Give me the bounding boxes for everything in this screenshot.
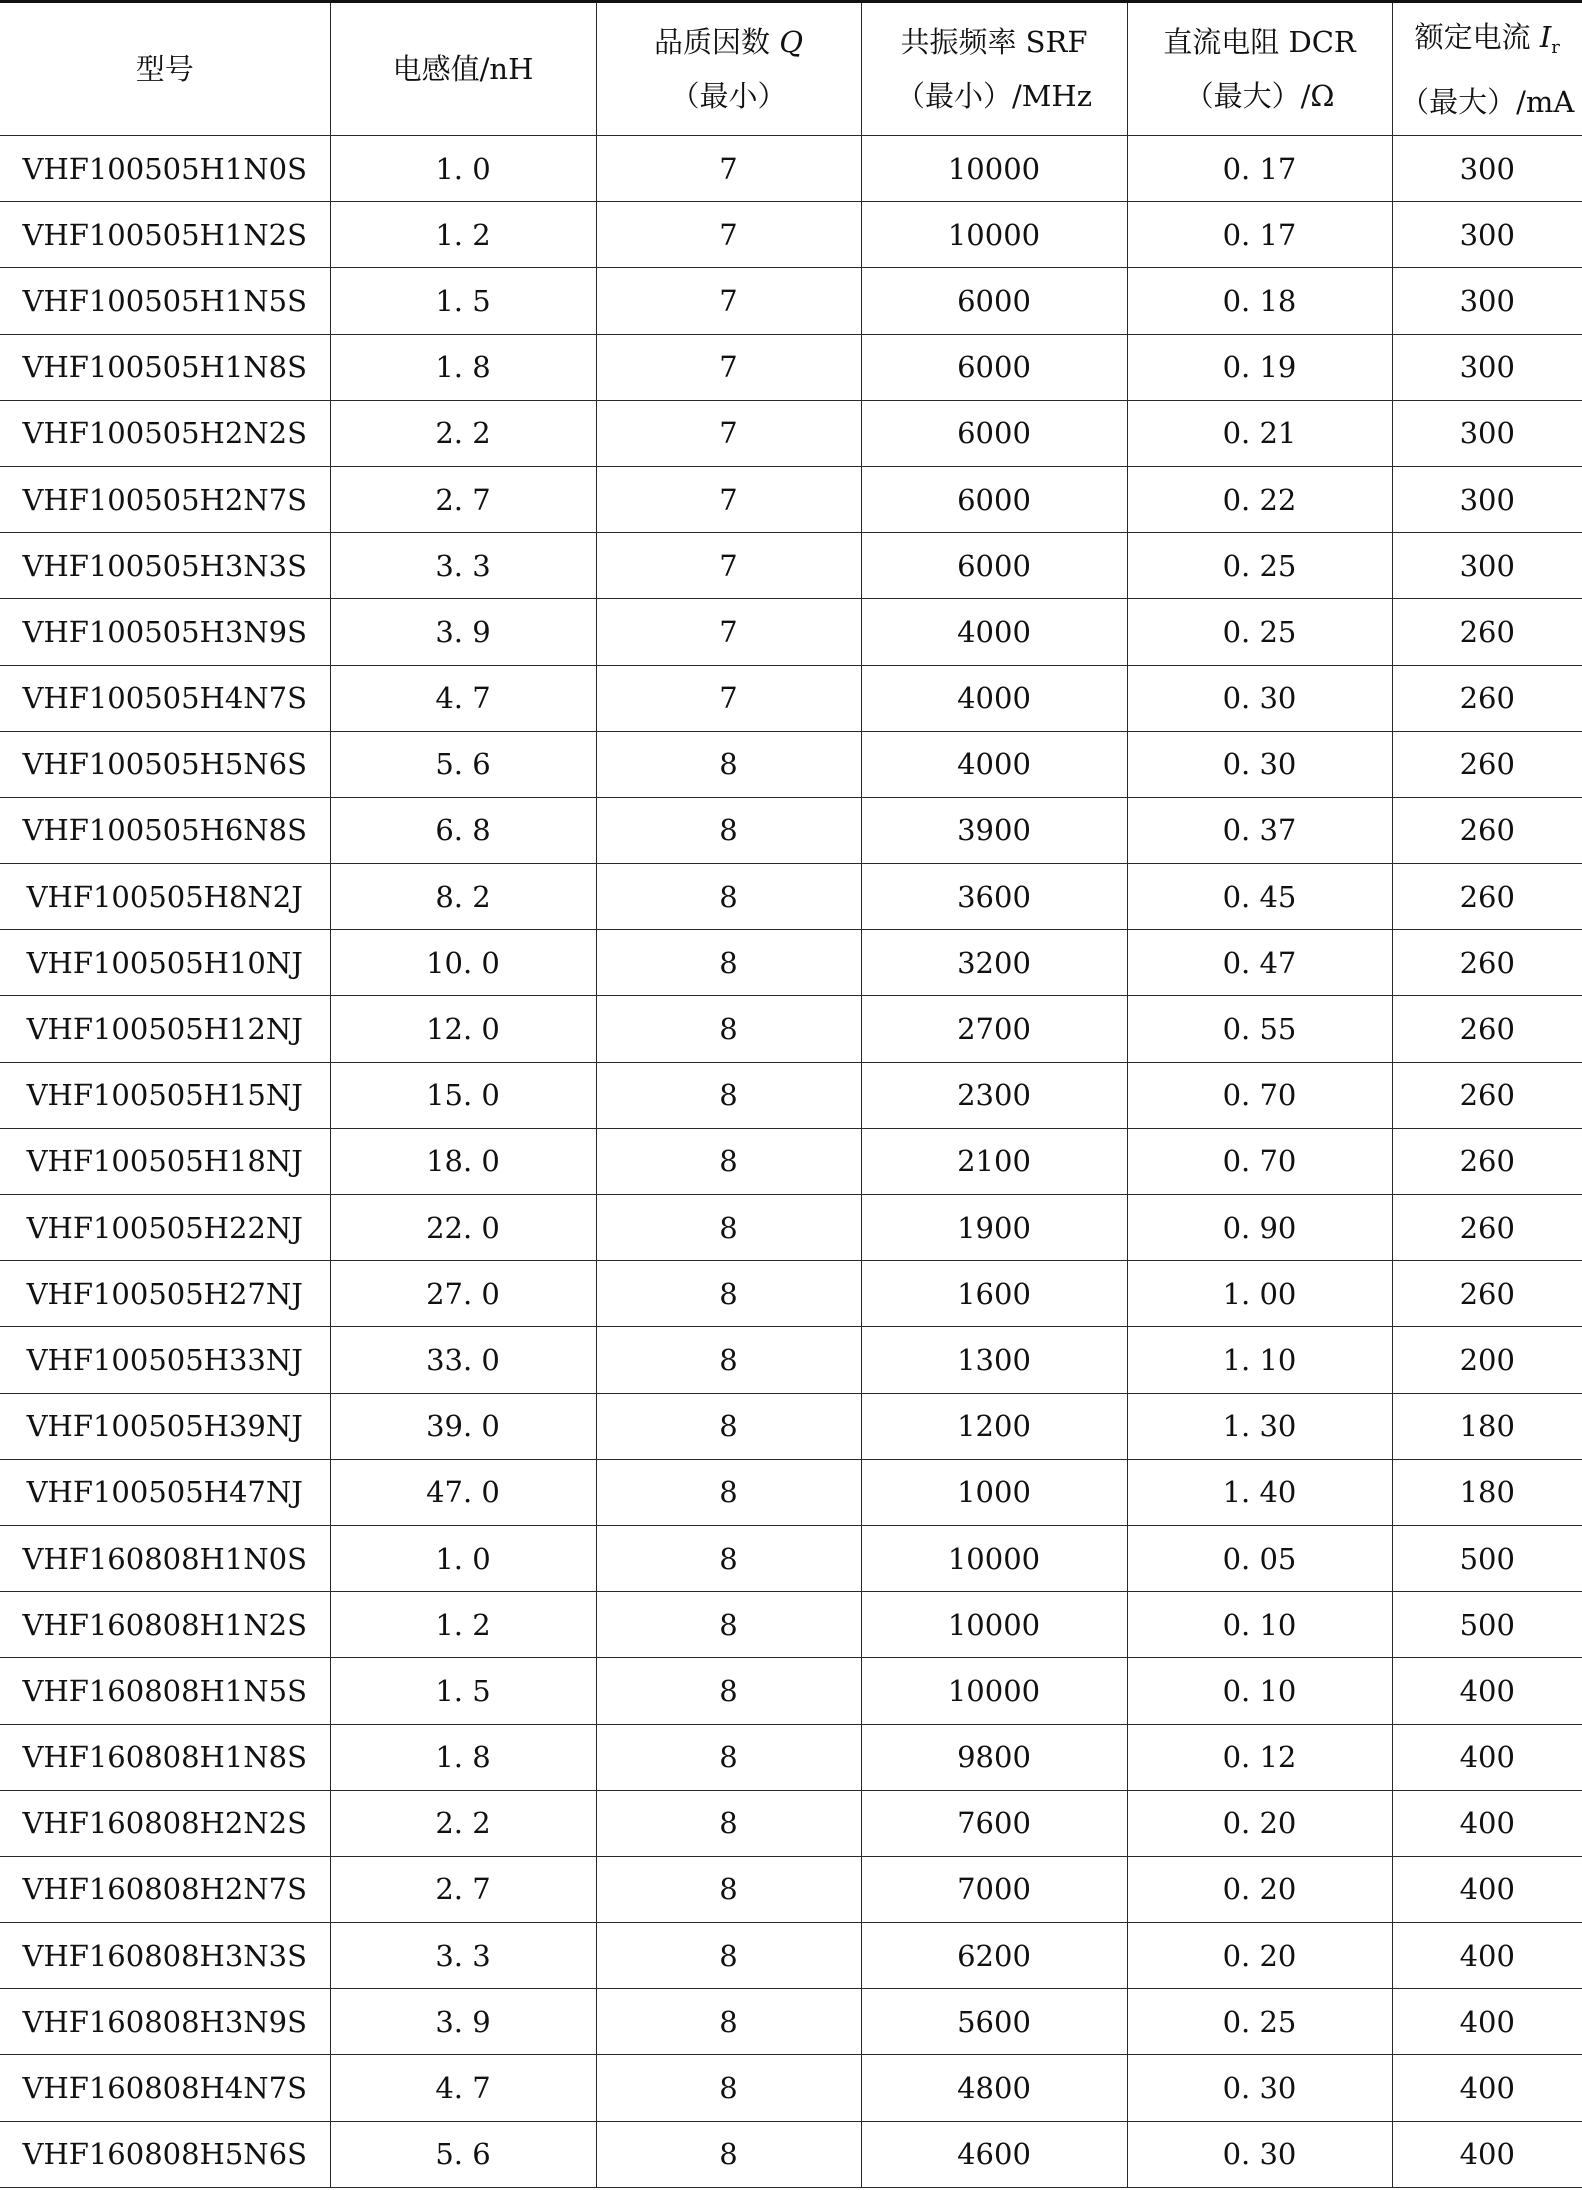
cell-dcr-max: 0. 05 [1127,1525,1392,1591]
cell-dcr-max: 0. 18 [1127,268,1392,334]
table-row [0,1261,1582,1327]
cell-dcr-max: 0. 22 [1127,466,1392,532]
header-model [0,2,330,136]
cell-inductance: 2. 2 [330,1790,596,1856]
table-row [0,1195,1582,1261]
cell-rated-current-max: 260 [1392,930,1582,996]
cell-rated-current-max: 300 [1392,202,1582,268]
header-model-label: 型号 [135,52,194,86]
cell-rated-current-max: 500 [1392,1525,1582,1591]
cell-dcr-max: 0. 17 [1127,202,1392,268]
cell-inductance: 5. 6 [330,731,596,797]
cell-srf-min: 3600 [861,864,1127,930]
cell-srf-min: 1900 [861,1195,1127,1261]
cell-q-min: 8 [596,1327,861,1393]
table-row [0,1327,1582,1393]
header-srf-line2: （最小）/MHz [895,79,1093,113]
cell-model: VHF100505H15NJ [0,1062,330,1128]
cell-model: VHF100505H1N0S [0,136,330,202]
table-row [0,1062,1582,1128]
cell-rated-current-max: 200 [1392,1327,1582,1393]
cell-srf-min: 6200 [861,1923,1127,1989]
cell-model: VHF160808H4N7S [0,2055,330,2121]
cell-rated-current-max: 260 [1392,731,1582,797]
cell-inductance: 47. 0 [330,1459,596,1525]
cell-rated-current-max: 400 [1392,1724,1582,1790]
table-row [0,1393,1582,1459]
cell-srf-min: 7000 [861,1856,1127,1922]
cell-rated-current-max: 260 [1392,1062,1582,1128]
cell-q-min: 8 [596,1724,861,1790]
cell-q-min: 8 [596,930,861,996]
cell-model: VHF100505H4N7S [0,665,330,731]
cell-srf-min: 6000 [861,466,1127,532]
cell-dcr-max: 0. 30 [1127,2055,1392,2121]
cell-model: VHF160808H2N2S [0,1790,330,1856]
cell-q-min: 8 [596,1592,861,1658]
cell-inductance: 2. 7 [330,1856,596,1922]
cell-model: VHF100505H22NJ [0,1195,330,1261]
table-row [0,1525,1582,1591]
cell-model: VHF100505H39NJ [0,1393,330,1459]
table-body [0,136,1582,2188]
cell-srf-min: 1200 [861,1393,1127,1459]
cell-rated-current-max: 400 [1392,1658,1582,1724]
cell-srf-min: 4800 [861,2055,1127,2121]
cell-q-min: 8 [596,1128,861,1194]
cell-rated-current-max: 300 [1392,268,1582,334]
header-rated-current-text: 额定电流 [1414,19,1540,54]
cell-inductance: 39. 0 [330,1393,596,1459]
table-row [0,1128,1582,1194]
cell-srf-min: 7600 [861,1790,1127,1856]
cell-inductance: 22. 0 [330,1195,596,1261]
cell-srf-min: 10000 [861,1592,1127,1658]
cell-dcr-max: 1. 30 [1127,1393,1392,1459]
cell-q-min: 7 [596,466,861,532]
table-row [0,400,1582,466]
cell-srf-min: 4000 [861,665,1127,731]
cell-rated-current-max: 260 [1392,996,1582,1062]
cell-inductance: 3. 9 [330,1989,596,2055]
cell-srf-min: 4000 [861,599,1127,665]
header-dcr-line2: （最大）/Ω [1184,79,1335,113]
table-row [0,996,1582,1062]
cell-srf-min: 3200 [861,930,1127,996]
table-row [0,1459,1582,1525]
cell-inductance: 1. 5 [330,268,596,334]
cell-rated-current-max: 400 [1392,1856,1582,1922]
cell-q-min: 8 [596,1393,861,1459]
table-row [0,202,1582,268]
cell-srf-min: 10000 [861,1658,1127,1724]
cell-dcr-max: 0. 20 [1127,1790,1392,1856]
table-row [0,136,1582,202]
cell-dcr-max: 0. 30 [1127,731,1392,797]
cell-rated-current-max: 300 [1392,466,1582,532]
cell-inductance: 27. 0 [330,1261,596,1327]
cell-dcr-max: 0. 30 [1127,2121,1392,2187]
cell-srf-min: 3900 [861,797,1127,863]
cell-model: VHF100505H1N5S [0,268,330,334]
header-rated-current [1392,2,1582,136]
cell-dcr-max: 0. 10 [1127,1658,1392,1724]
cell-q-min: 8 [596,1856,861,1922]
cell-rated-current-max: 300 [1392,400,1582,466]
cell-inductance: 1. 2 [330,202,596,268]
cell-dcr-max: 0. 20 [1127,1923,1392,1989]
cell-rated-current-max: 260 [1392,665,1582,731]
cell-srf-min: 1600 [861,1261,1127,1327]
cell-inductance: 1. 5 [330,1658,596,1724]
table-row [0,864,1582,930]
cell-dcr-max: 0. 10 [1127,1592,1392,1658]
cell-dcr-max: 0. 70 [1127,1128,1392,1194]
cell-model: VHF100505H47NJ [0,1459,330,1525]
cell-model: VHF100505H8N2J [0,864,330,930]
cell-model: VHF160808H1N2S [0,1592,330,1658]
cell-srf-min: 6000 [861,334,1127,400]
cell-q-min: 8 [596,996,861,1062]
cell-srf-min: 6000 [861,400,1127,466]
cell-rated-current-max: 400 [1392,1790,1582,1856]
cell-rated-current-max: 260 [1392,1261,1582,1327]
cell-inductance: 1. 0 [330,1525,596,1591]
table-row [0,2121,1582,2187]
cell-q-min: 8 [596,731,861,797]
cell-q-min: 8 [596,797,861,863]
cell-model: VHF100505H1N2S [0,202,330,268]
table-row [0,334,1582,400]
cell-rated-current-max: 260 [1392,864,1582,930]
table-row [0,599,1582,665]
cell-q-min: 8 [596,1062,861,1128]
header-quality-factor-text: 品质因数 [654,25,780,59]
cell-inductance: 5. 6 [330,2121,596,2187]
cell-dcr-max: 0. 55 [1127,996,1392,1062]
cell-srf-min: 2100 [861,1128,1127,1194]
cell-dcr-max: 0. 37 [1127,797,1392,863]
cell-q-min: 7 [596,599,861,665]
cell-rated-current-max: 500 [1392,1592,1582,1658]
cell-q-min: 7 [596,665,861,731]
cell-inductance: 1. 8 [330,334,596,400]
header-row [0,2,1582,136]
cell-inductance: 33. 0 [330,1327,596,1393]
cell-srf-min: 6000 [861,533,1127,599]
cell-inductance: 1. 0 [330,136,596,202]
cell-model: VHF100505H5N6S [0,731,330,797]
cell-inductance: 3. 9 [330,599,596,665]
cell-model: VHF160808H1N8S [0,1724,330,1790]
cell-dcr-max: 0. 47 [1127,930,1392,996]
cell-srf-min: 4600 [861,2121,1127,2187]
cell-srf-min: 9800 [861,1724,1127,1790]
cell-q-min: 8 [596,1989,861,2055]
table-row [0,1790,1582,1856]
header-quality-factor [596,2,861,136]
cell-q-min: 7 [596,268,861,334]
table-row [0,1592,1582,1658]
header-rated-current-symbol: I [1539,19,1552,54]
cell-q-min: 8 [596,864,861,930]
cell-q-min: 7 [596,202,861,268]
cell-dcr-max: 0. 17 [1127,136,1392,202]
cell-dcr-max: 0. 25 [1127,1989,1392,2055]
cell-srf-min: 1300 [861,1327,1127,1393]
cell-inductance: 4. 7 [330,665,596,731]
cell-dcr-max: 0. 25 [1127,599,1392,665]
cell-q-min: 8 [596,1790,861,1856]
cell-model: VHF100505H2N2S [0,400,330,466]
cell-model: VHF100505H33NJ [0,1327,330,1393]
cell-dcr-max: 0. 12 [1127,1724,1392,1790]
cell-q-min: 8 [596,1195,861,1261]
cell-srf-min: 10000 [861,202,1127,268]
cell-rated-current-max: 260 [1392,599,1582,665]
cell-q-min: 8 [596,2121,861,2187]
cell-model: VHF160808H3N3S [0,1923,330,1989]
table-row [0,466,1582,532]
cell-inductance: 10. 0 [330,930,596,996]
cell-q-min: 8 [596,1658,861,1724]
table-row [0,1658,1582,1724]
header-quality-factor-line2: （最小） [670,79,787,113]
cell-srf-min: 10000 [861,136,1127,202]
header-quality-factor-line1 [597,15,861,69]
cell-srf-min: 1000 [861,1459,1127,1525]
cell-dcr-max: 1. 00 [1127,1261,1392,1327]
cell-q-min: 8 [596,1459,861,1525]
cell-q-min: 8 [596,2055,861,2121]
cell-model: VHF100505H27NJ [0,1261,330,1327]
cell-inductance: 18. 0 [330,1128,596,1194]
cell-dcr-max: 1. 40 [1127,1459,1392,1525]
cell-dcr-max: 0. 21 [1127,400,1392,466]
cell-model: VHF160808H1N0S [0,1525,330,1591]
cell-model: VHF100505H1N8S [0,334,330,400]
cell-dcr-max: 0. 90 [1127,1195,1392,1261]
cell-model: VHF100505H10NJ [0,930,330,996]
table-row [0,533,1582,599]
table-row [0,1724,1582,1790]
cell-dcr-max: 1. 10 [1127,1327,1392,1393]
cell-dcr-max: 0. 25 [1127,533,1392,599]
cell-srf-min: 4000 [861,731,1127,797]
cell-model: VHF100505H6N8S [0,797,330,863]
cell-q-min: 8 [596,1525,861,1591]
header-dcr-line1: 直流电阻 DCR [1163,25,1356,59]
cell-srf-min: 2300 [861,1062,1127,1128]
header-srf [861,2,1127,136]
cell-srf-min: 10000 [861,1525,1127,1591]
cell-inductance: 3. 3 [330,1923,596,1989]
cell-q-min: 8 [596,1261,861,1327]
cell-inductance: 4. 7 [330,2055,596,2121]
table-header [0,2,1582,136]
cell-srf-min: 2700 [861,996,1127,1062]
cell-q-min: 7 [596,533,861,599]
cell-model: VHF160808H3N9S [0,1989,330,2055]
cell-model: VHF100505H3N9S [0,599,330,665]
table-row [0,665,1582,731]
header-rated-current-subscript: r [1551,36,1560,58]
cell-inductance: 2. 7 [330,466,596,532]
table-row [0,2055,1582,2121]
cell-q-min: 7 [596,400,861,466]
cell-q-min: 7 [596,334,861,400]
cell-rated-current-max: 300 [1392,533,1582,599]
cell-rated-current-max: 300 [1392,334,1582,400]
cell-rated-current-max: 180 [1392,1393,1582,1459]
cell-rated-current-max: 400 [1392,1989,1582,2055]
cell-rated-current-max: 300 [1392,136,1582,202]
header-inductance-label: 电感值/nH [392,52,534,86]
cell-rated-current-max: 260 [1392,1195,1582,1261]
table-row [0,268,1582,334]
cell-rated-current-max: 400 [1392,2055,1582,2121]
cell-inductance: 6. 8 [330,797,596,863]
cell-model: VHF100505H2N7S [0,466,330,532]
cell-dcr-max: 0. 19 [1127,334,1392,400]
table-row [0,930,1582,996]
cell-rated-current-max: 400 [1392,2121,1582,2187]
cell-dcr-max: 0. 45 [1127,864,1392,930]
table-row [0,797,1582,863]
cell-model: VHF100505H3N3S [0,533,330,599]
cell-inductance: 3. 3 [330,533,596,599]
cell-model: VHF160808H5N6S [0,2121,330,2187]
cell-dcr-max: 0. 70 [1127,1062,1392,1128]
cell-model: VHF160808H1N5S [0,1658,330,1724]
cell-dcr-max: 0. 30 [1127,665,1392,731]
cell-inductance: 1. 2 [330,1592,596,1658]
header-srf-line1: 共振频率 SRF [900,25,1088,59]
header-dcr [1127,2,1392,136]
cell-inductance: 15. 0 [330,1062,596,1128]
table-row [0,731,1582,797]
cell-rated-current-max: 260 [1392,797,1582,863]
cell-model: VHF100505H18NJ [0,1128,330,1194]
cell-q-min: 8 [596,1923,861,1989]
header-rated-current-line2: （最大）/mA [1400,84,1575,119]
cell-model: VHF160808H2N7S [0,1856,330,1922]
cell-inductance: 1. 8 [330,1724,596,1790]
cell-inductance: 2. 2 [330,400,596,466]
cell-inductance: 8. 2 [330,864,596,930]
table-row [0,1856,1582,1922]
cell-srf-min: 6000 [861,268,1127,334]
cell-rated-current-max: 400 [1392,1923,1582,1989]
cell-dcr-max: 0. 20 [1127,1856,1392,1922]
cell-rated-current-max: 260 [1392,1128,1582,1194]
header-inductance [330,2,596,136]
table-row [0,1923,1582,1989]
cell-model: VHF100505H12NJ [0,996,330,1062]
table-row [0,1989,1582,2055]
cell-q-min: 7 [596,136,861,202]
cell-srf-min: 5600 [861,1989,1127,2055]
header-quality-factor-symbol: Q [779,25,803,59]
cell-rated-current-max: 180 [1392,1459,1582,1525]
cell-inductance: 12. 0 [330,996,596,1062]
header-rated-current-line1 [1393,10,1582,75]
